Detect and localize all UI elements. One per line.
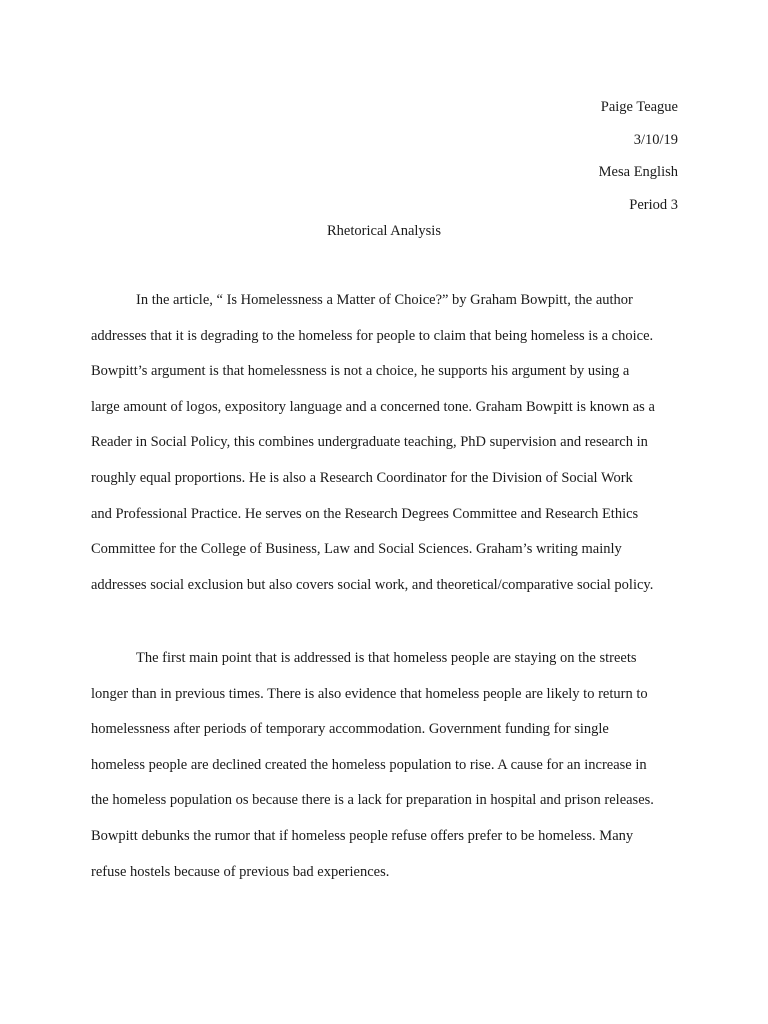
paragraph-first-point — [91, 641, 679, 890]
document-title: Rhetorical Analysis — [327, 223, 441, 239]
text-line: and Professional Practice. He serves on the Research Degrees Committee and Research Ethics — [91, 505, 639, 522]
course-name: Mesa English — [598, 164, 678, 180]
paragraph-intro — [91, 283, 679, 603]
text-line: In the article, “ Is Homelessness a Matter of Choice?” by Graham Bowpitt, the author — [136, 292, 633, 308]
text-line: homelessness after periods of temporary accommodation. Government funding for single — [91, 721, 609, 738]
text-line: large amount of logos, expository language and a concerned tone. Graham Bowpitt is known as a — [91, 398, 655, 415]
text-line: addresses that it is degrading to the homeless for people to claim that being homeless is a choice. — [91, 327, 654, 344]
text-line: Bowpitt debunks the rumor that if homeless people refuse offers prefer to be homeless. Many — [91, 827, 634, 844]
text-line: The first main point that is addressed is that homeless people are staying on the streets — [136, 650, 637, 666]
text-line: the homeless population os because there is a lack for preparation in hospital and prison releases. — [91, 792, 654, 809]
text-line: homeless people are declined created the homeless population to rise. A cause for an increase in — [91, 756, 647, 773]
text-line: Committee for the College of Business, Law and Social Sciences. Graham’s writing mainly — [91, 541, 622, 558]
heading-block — [599, 91, 678, 221]
text-line: roughly equal proportions. He is also a Research Coordinator for the Division of Social Work — [91, 469, 633, 486]
text-line: refuse hostels because of previous bad experiences. — [91, 863, 390, 880]
document-date: 3/10/19 — [633, 131, 678, 148]
text-line: Bowpitt’s argument is that homelessness is not a choice, he supports his argument by using a — [91, 363, 630, 380]
author-name: Paige Teague — [600, 99, 678, 115]
class-period: Period 3 — [629, 196, 678, 213]
text-line: Reader in Social Policy, this combines undergraduate teaching, PhD supervision and research in — [91, 434, 648, 451]
text-line: addresses social exclusion but also covers social work, and theoretical/comparative social policy. — [91, 576, 654, 593]
text-line: longer than in previous times. There is also evidence that homeless people are likely to return to — [91, 685, 648, 702]
